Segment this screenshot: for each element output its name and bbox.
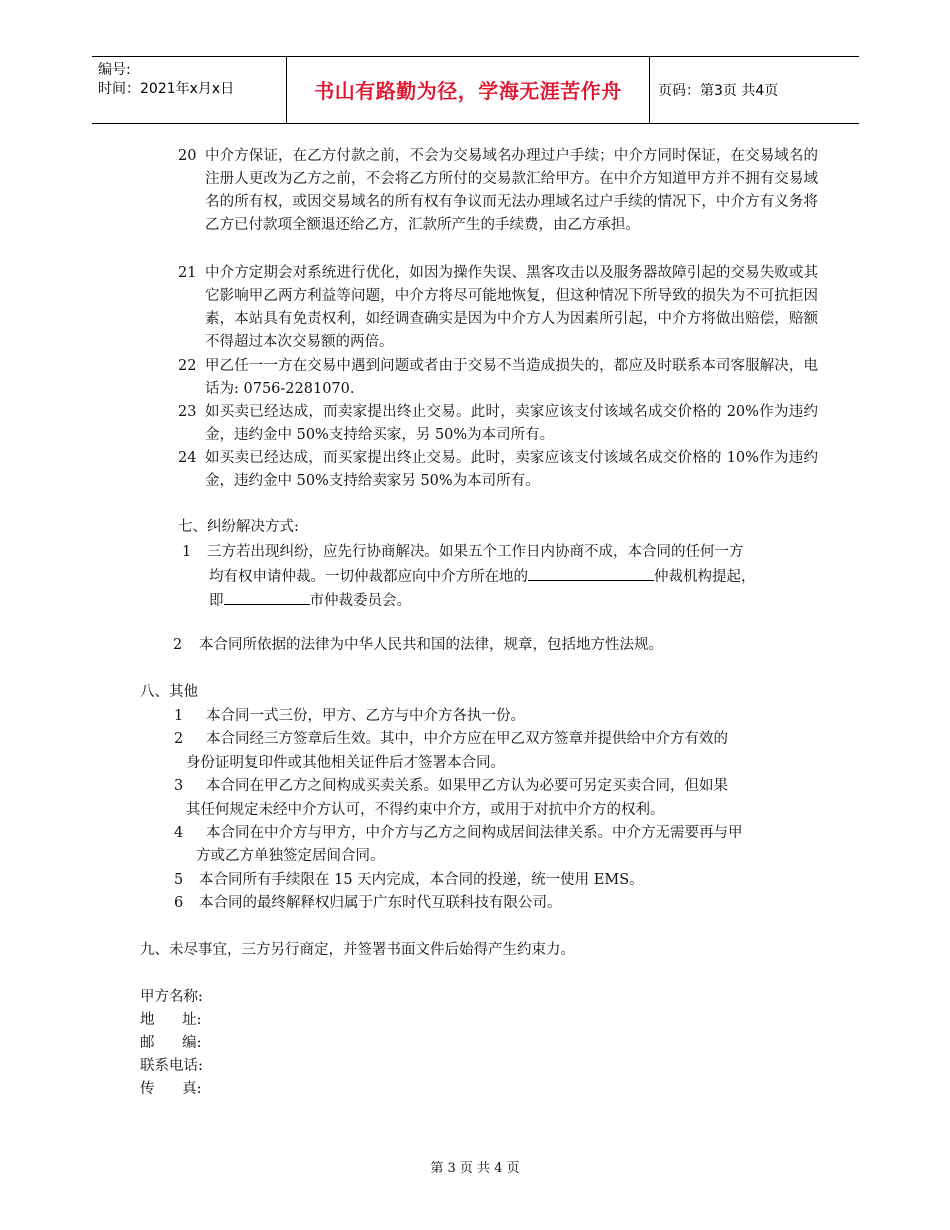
- section-8-item-line: 本合同经三方签章后生效。其中，中介方应在甲乙双方签章并提供给中介方有效的: [206, 731, 728, 747]
- section-7-item-1-line: 三方若出现纠纷，应先行协商解决。如果五个工作日内协商不成，本合同的任何一方: [207, 544, 744, 560]
- document-number-label: 编号:: [98, 62, 131, 78]
- party-a-phone-label: 联系电话:: [140, 1058, 203, 1074]
- clause-number: 23: [178, 404, 197, 420]
- section-8-item-number: 3: [174, 778, 184, 794]
- arbitration-text: 均有权申请仲裁。一切仲裁都应向中介方所在地的: [209, 569, 528, 585]
- section-8-item-number: 2: [174, 731, 184, 747]
- document-time: 时间：2021年x月x日: [98, 81, 235, 97]
- page-header: [92, 56, 859, 124]
- section-8-item-number: 1: [174, 708, 184, 724]
- section-7-item-number: 1: [182, 544, 192, 560]
- clause-text: 中介方保证，在乙方付款之前，不会为交易域名办理过户手续；中介方同时保证，在交易域名的注册人更改为乙方之前，不会将乙方所付的交易款汇给甲方。在中介方知道甲方并不拥有交易域名的所有权，或因交易域名的所有权有争议而无法办理域名过户手续的情况下，中介方有义务将乙方已付款项全额退还给乙方，汇款所产生的手续费，由乙方承担。: [205, 148, 818, 233]
- party-a-address-label: 地 址:: [140, 1012, 202, 1028]
- clause-text: 如买卖已经达成，而卖家提出终止交易。此时，卖家应该支付该域名成交价格的 20%作为违约金，违约金中 50%支持给买家，另 50%为本司所有。: [205, 404, 818, 443]
- section-8-item-line: 本合同在甲乙方之间构成买卖关系。如果甲乙方认为必要可另定买卖合同，但如果: [206, 778, 728, 794]
- clause-number: 22: [178, 358, 197, 374]
- clause-number: 24: [178, 450, 197, 466]
- party-a-postcode-label: 邮 编:: [140, 1035, 202, 1051]
- clause-23: [178, 401, 818, 447]
- clause-text: 如买卖已经达成，而买家提出终止交易。此时，卖家应该支付该域名成交价格的 10%作为违约金，违约金中 50%支持给卖家另 50%为本司所有。: [205, 450, 818, 489]
- header-motto: 书山有路勤为径，学海无涯苦作舟: [314, 79, 622, 103]
- header-divider: [286, 57, 287, 123]
- section-7-heading: 七、纠纷解决方式:: [178, 519, 299, 535]
- clause-22: [178, 355, 818, 401]
- page-footer: 第 3 页 共 4 页: [430, 1161, 520, 1176]
- clause-24: [178, 447, 818, 493]
- clause-text: 中介方定期会对系统进行优化，如因为操作失误、黑客攻击以及服务器故障引起的交易失败或其它影响甲乙两方利益等问题，中介方将尽可能地恢复，但这种情况下所导致的损失为不可抗拒因素，本站具有免责权利，如经调查确实是因为中介方人为因素所引起，中介方将做出赔偿，赔额不得超过本次交易额的两倍。: [205, 265, 818, 350]
- section-8-item-number: 5: [174, 872, 184, 888]
- clause-number: 21: [178, 265, 197, 281]
- section-9-text: 九、未尽事宜，三方另行商定，并签署书面文件后始得产生约束力。: [140, 942, 575, 958]
- section-8-item-line: 本合同所有手续限在 15 天内完成，本合同的投递，统一使用 EMS。: [199, 872, 644, 888]
- party-a-fax-label: 传 真:: [140, 1081, 202, 1097]
- section-8-item-line: 本合同的最终解释权归属于广东时代互联科技有限公司。: [199, 895, 562, 911]
- clause-20: [178, 145, 818, 237]
- section-8-heading: 八、其他: [140, 684, 198, 700]
- arbitration-text: 仲裁机构提起，: [654, 569, 756, 585]
- header-page-info: 页码：第3页 共4页: [658, 83, 779, 99]
- section-8-item-line: 本合同一式三份，甲方、乙方与中介方各执一份。: [206, 708, 525, 724]
- header-meta: [98, 61, 234, 99]
- clause-number: 20: [178, 148, 197, 164]
- arbitration-location-blank[interactable]: [528, 565, 654, 581]
- section-7-item-number: 2: [173, 637, 183, 653]
- arbitration-text: 即: [209, 593, 224, 609]
- section-7-item-1-line: [209, 589, 411, 613]
- section-8-item-line: 方或乙方单独签定居间合同。: [196, 848, 385, 864]
- arbitration-city-blank[interactable]: [224, 589, 310, 605]
- section-8-item-number: 4: [174, 825, 184, 841]
- section-8-item-line: 其任何规定未经中介方认可，不得约束中介方，或用于对抗中介方的权利。: [186, 802, 665, 818]
- section-8-item-line: 本合同在中介方与甲方，中介方与乙方之间构成居间法律关系。中介方无需要再与甲: [206, 825, 743, 841]
- party-a-name-label: 甲方名称:: [140, 989, 203, 1005]
- clause-21: [178, 262, 818, 354]
- header-divider: [649, 57, 650, 123]
- section-8-item-line: 身份证明复印件或其他相关证件后才签署本合同。: [186, 755, 505, 771]
- section-7-item-1-line: [209, 565, 756, 589]
- section-7-item-2: 本合同所依据的法律为中华人民共和国的法律，规章，包括地方性法规。: [199, 637, 663, 653]
- arbitration-text: 市仲裁委员会。: [309, 593, 411, 609]
- section-8-item-number: 6: [174, 895, 184, 911]
- clause-text: 甲乙任一一方在交易中遇到问题或者由于交易不当造成损失的，都应及时联系本司客服解决，电话为: 0756-2281070.: [205, 358, 818, 397]
